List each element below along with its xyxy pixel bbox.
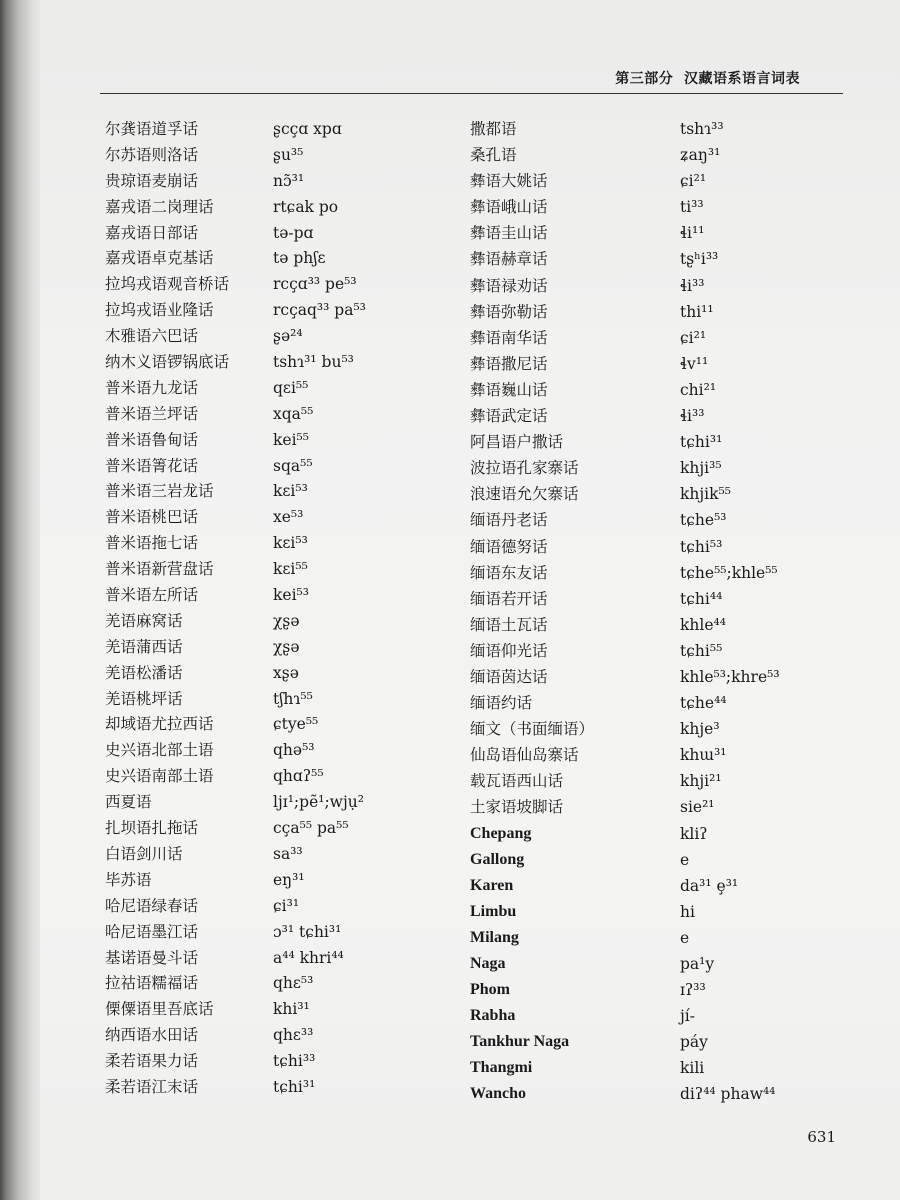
word-form: tɕhi³³ [273, 1052, 316, 1071]
word-form: sa³³ [273, 844, 303, 863]
word-form: ɪʔ³³ [680, 981, 706, 1000]
language-name: 普米语箐花话 [105, 456, 199, 475]
language-name: 贵琼语麦崩话 [105, 171, 199, 190]
language-name: 彝语撒尼话 [470, 354, 548, 373]
language-name: 木雅语六巴话 [105, 327, 199, 346]
word-form: tɕhi⁵⁵ [680, 641, 723, 660]
word-form: tshɿ³³ [680, 120, 724, 138]
language-name: 彝语圭山话 [470, 224, 548, 243]
language-name: 彝语大姚话 [470, 172, 548, 191]
word-form: diʔ⁴⁴ phaw⁴⁴ [680, 1085, 776, 1104]
language-name: Phom [470, 981, 510, 999]
word-form: nɔ̃³¹ [273, 171, 305, 190]
word-form: kliʔ [680, 824, 708, 843]
language-name: 拉祜语糯福话 [105, 974, 199, 993]
word-form: ɕtye⁵⁵ [273, 715, 319, 734]
word-form: ljɪ¹;pẽ¹;wjụ² [273, 793, 364, 812]
word-form: a⁴⁴ khri⁴⁴ [273, 948, 344, 967]
word-form: sie²¹ [680, 798, 715, 817]
language-name: 彝语禄劝话 [470, 276, 548, 295]
word-form: ti³³ [680, 198, 704, 217]
word-form: rcçaq³³ pa⁵³ [273, 301, 366, 320]
word-form: jí- [680, 1007, 696, 1026]
word-form: cça⁵⁵ pa⁵⁵ [273, 819, 349, 838]
word-form: pa¹y [680, 955, 715, 973]
word-form: khji²¹ [680, 772, 722, 791]
word-form: ɕi²¹ [680, 172, 707, 191]
word-form: qhɛ³³ [273, 1026, 314, 1045]
language-name: 普米语拖七话 [105, 534, 199, 553]
language-name: Karen [470, 876, 514, 894]
language-name: 却域语尤拉西话 [105, 715, 214, 734]
language-name: 拉坞戎语观音桥话 [105, 275, 230, 294]
language-name: 纳西语水田话 [105, 1026, 199, 1045]
word-form: tʃhɿ⁵⁵ [273, 689, 313, 708]
word-form: tʂʰi³³ [680, 250, 719, 269]
language-name: 史兴语南部土语 [105, 767, 214, 786]
language-name: 普米语桃巴话 [105, 508, 199, 527]
word-form: qhɑʔ⁵⁵ [273, 767, 324, 786]
word-form: e [680, 850, 690, 869]
word-form: ʂu³⁵ [273, 145, 304, 164]
language-name: 浪速语允欠寨话 [470, 485, 579, 504]
word-form: tɕhe⁵⁵;khle⁵⁵ [680, 563, 778, 582]
word-form: páy [680, 1033, 708, 1052]
language-name: 哈尼语绿春话 [105, 896, 199, 915]
word-form: kɛi⁵³ [273, 482, 308, 501]
language-name: 普米语左所话 [105, 586, 199, 605]
language-name: Gallong [470, 850, 525, 868]
word-form: khle⁴⁴ [680, 615, 726, 634]
word-form: tɕhe⁴⁴ [680, 694, 727, 713]
word-form: khje³ [680, 720, 720, 739]
language-name: 羌语麻窝话 [105, 611, 183, 630]
word-form: ɕi²¹ [680, 328, 707, 347]
language-name: 缅语丹老话 [470, 511, 548, 530]
language-name: 波拉语孔家寨话 [470, 459, 579, 478]
word-form: tɕhi⁴⁴ [680, 589, 723, 608]
word-form: tɕhe⁵³ [680, 511, 727, 530]
language-name: 嘉戎语卓克基话 [105, 249, 214, 268]
language-name: 缅语茵达话 [470, 667, 548, 686]
language-name: 阿昌语户撒话 [470, 433, 564, 452]
running-head: 第三部分 汉藏语系语言词表 [615, 71, 800, 87]
word-form: rtɕak po [273, 197, 339, 216]
word-form: khle⁵³;khre⁵³ [680, 667, 780, 686]
word-form: sqa⁵⁵ [273, 456, 313, 475]
word-form: χʂə [273, 637, 300, 656]
word-form: kɛi⁵³ [273, 534, 308, 553]
language-name: Chepang [470, 824, 532, 842]
word-form: e [680, 928, 690, 947]
language-name: 拉坞戎语业隆话 [105, 301, 214, 320]
word-form: khji³⁵ [680, 459, 722, 478]
language-name: 扎坝语扎拖话 [105, 819, 199, 838]
header-rule [100, 93, 843, 94]
word-form: ɕi³¹ [273, 896, 300, 915]
language-name: 缅语东友话 [470, 563, 548, 582]
language-name: 尔龚语道孚话 [105, 120, 199, 138]
language-name: 纳木义语锣锅底话 [105, 353, 230, 372]
book-page [40, 0, 900, 1200]
word-form: tɕhi³¹ [680, 433, 723, 452]
language-name: 仙岛语仙岛寨话 [470, 746, 579, 765]
language-name: 尔苏语则洛话 [105, 145, 199, 164]
language-name: 缅文（书面缅语） [470, 720, 595, 739]
word-form: rcçɑ³³ pe⁵³ [273, 275, 357, 294]
language-name: 彝语武定话 [470, 407, 548, 426]
language-name: 载瓦语西山话 [470, 772, 564, 791]
language-name: 羌语松潘话 [105, 663, 183, 682]
language-name: 彝语南华话 [470, 328, 548, 347]
language-name: 普米语兰坪话 [105, 404, 199, 423]
word-form: chi²¹ [680, 380, 717, 399]
word-form: khi³¹ [273, 1000, 310, 1019]
language-name: 缅语德努话 [470, 537, 548, 556]
word-form: eŋ³¹ [273, 870, 305, 889]
word-form: tə-pɑ [273, 223, 314, 242]
word-form: kɛi⁵⁵ [273, 560, 308, 579]
word-form: qhɛ⁵³ [273, 974, 314, 993]
word-form: qɛi⁵⁵ [273, 378, 309, 397]
word-form: tshɿ³¹ bu⁵³ [273, 353, 354, 372]
language-name: 嘉戎语二岗理话 [105, 197, 214, 216]
word-form: χʂə [273, 611, 300, 630]
language-name: Milang [470, 928, 519, 946]
language-name: 毕苏语 [105, 870, 152, 889]
language-name: 羌语桃坪话 [105, 689, 183, 708]
language-name: 缅语若开话 [470, 589, 548, 608]
word-form: da³¹ ȩ³¹ [680, 876, 739, 895]
word-form: kei⁵³ [273, 586, 309, 605]
word-form: kei⁵⁵ [273, 430, 309, 449]
language-name: Rabha [470, 1007, 516, 1025]
language-name: 普米语九龙话 [105, 378, 199, 397]
language-name: 西夏语 [105, 793, 152, 812]
language-name: 普米语鲁甸话 [105, 430, 199, 449]
language-name: 白语剑川话 [105, 844, 183, 863]
language-name: 傈僳语里吾底话 [105, 1000, 214, 1019]
language-name: 彝语巍山话 [470, 380, 548, 399]
word-form: ɔ³¹ tɕhi³¹ [273, 922, 342, 941]
language-name: 哈尼语墨江话 [105, 922, 199, 941]
word-form: ɬv¹¹ [680, 354, 709, 373]
language-name: Limbu [470, 902, 517, 920]
language-name: 史兴语北部土语 [105, 741, 214, 760]
language-name: 缅语仰光话 [470, 641, 548, 660]
page-number: 631 [807, 1128, 836, 1146]
language-name: Naga [470, 955, 506, 972]
language-name: 撒都语 [470, 120, 517, 138]
word-form: thi¹¹ [680, 302, 714, 321]
language-name: 彝语弥勒话 [470, 302, 548, 321]
language-name: 普米语新营盘话 [105, 560, 214, 579]
word-form: ɬi³³ [680, 407, 705, 426]
word-form: hi [680, 902, 695, 921]
language-name: 缅语约话 [470, 694, 533, 713]
word-form: ɬi¹¹ [680, 224, 705, 243]
language-name: 嘉戎语日部话 [105, 223, 199, 242]
word-form: ɬi³³ [680, 276, 705, 295]
word-form: tɕhi³¹ [273, 1077, 316, 1096]
word-form: qhə⁵³ [273, 741, 315, 760]
language-name: 柔若语江末话 [105, 1077, 199, 1096]
language-name: 彝语赫章话 [470, 250, 548, 269]
word-form: ʂcçɑ xpɑ [273, 120, 342, 138]
word-form: kili [680, 1059, 705, 1078]
word-form: ʑaŋ³¹ [680, 146, 721, 165]
word-form: khjik⁵⁵ [680, 485, 731, 504]
word-form: tə phʃɛ [273, 249, 326, 268]
language-name: 基诺语曼斗话 [105, 948, 199, 967]
word-form: khɯ³¹ [680, 746, 727, 765]
language-name: 土家语坡脚话 [470, 798, 564, 817]
language-name: 柔若语果力话 [105, 1052, 199, 1071]
language-name: 缅语土瓦话 [470, 615, 548, 634]
language-name: 彝语峨山话 [470, 198, 548, 217]
language-name: Thangmi [470, 1059, 533, 1077]
language-name: Tankhur Naga [470, 1033, 570, 1051]
language-name: 桑孔语 [470, 146, 517, 165]
language-name: 普米语三岩龙话 [105, 482, 214, 501]
word-form: xqa⁵⁵ [273, 404, 314, 423]
word-form: xʂə [273, 663, 299, 682]
language-name: 羌语蒲西话 [105, 637, 183, 656]
language-name: Wancho [470, 1085, 527, 1103]
word-form: tɕhi⁵³ [680, 537, 723, 556]
word-form: xe⁵³ [273, 508, 304, 527]
word-form: ʂə²⁴ [273, 327, 303, 346]
